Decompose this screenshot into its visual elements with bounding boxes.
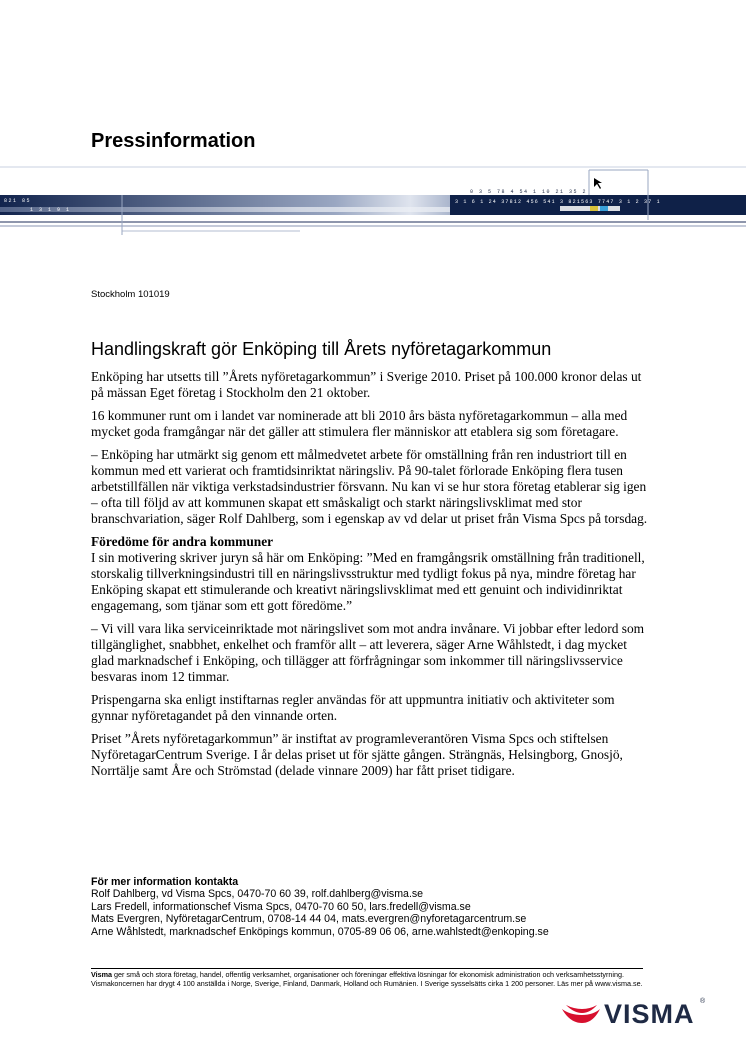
- paragraph-6: Prispengarna ska enligt instiftarnas regler användas för att uppmuntra initiativ och aktiviteter som gynnar nyföretagandet på den vinnande orten.: [91, 692, 615, 723]
- paragraph-5: – Vi vill vara lika serviceinriktade mot näringslivet som mot andra invånare. Vi jobbar efter ledord som tillgänglighet, snabbhet, enkelhet och framför allt – att leverera, säger Arne Wåhlstedt, i dag mycket glad marknadschef i Enköping, och tillägger att förfrågningar som inkommer till näringslivsservice besvaras inom 12 timmar.: [91, 621, 645, 684]
- page-title: Pressinformation: [91, 130, 256, 152]
- contact-line: Lars Fredell, informationschef Visma Spcs, 0470-70 60 50, lars.fredell@visma.se: [91, 900, 471, 913]
- logo-wordmark: VISMA: [604, 999, 695, 1029]
- banner-digits-mid: 3 1 6 1 24 37812 456 541 3 821563 7747 3 1 2 37 1: [455, 199, 661, 205]
- paragraph-7: Priset ”Årets nyföretagarkommun” är instiftat av programleverantören Visma Spcs och stiftelsen NyföretagarCentrum Sverige. I år delas priset ut för sjätte gången. Strängnäs, Helsingborg, Gnosjö, Norrtälje samt Åre och Strömstad (delade vinnare 2009) har fått priset tidigare.: [91, 731, 623, 778]
- banner-digits-left: 821 85: [4, 198, 32, 204]
- paragraph-1: Enköping har utsetts till ”Årets nyföretagarkommun” i Sverige 2010. Priset på 100.000 kronor delas ut på mässan Eget företag i Stockholm den 21 oktober.: [91, 369, 642, 400]
- header-banner: [0, 165, 746, 235]
- paragraph-4-text: I sin motivering skriver juryn så här om Enköping: ”Med en framgångsrik omställning från traditionell, storskalig tillverkningsindustri till en näringslivsstruktur med tydligt fokus på nya, mindre företag har Enköping skapat ett stimulerande och kreativt näringslivsklimat med ett genuint och individinriktat engagemang, som tjänar som ett gott föredöme.”: [91, 550, 645, 613]
- banner-digits-top: 0 3 5 78 4 54 1 10 21 35 2: [470, 189, 588, 195]
- footer-text: ger små och stora företag, handel, offentlig verksamhet, organisationer och föreningar effektiva lösningar för ekonomisk administration och verksamhetsstyrning. Vismakoncernen har drygt 4 100 anställda i Norge, Sverige, Finland, Danmark, Holland och Rumänien. I Sverige sysselsätts cirka 1 200 personer. Läs mer på www.visma.se.: [91, 970, 643, 989]
- headline: Handlingskraft gör Enköping till Årets nyföretagarkommun: [91, 339, 552, 359]
- contact-line: Rolf Dahlberg, vd Visma Spcs, 0470-70 60 39, rolf.dahlberg@visma.se: [91, 888, 424, 901]
- footer-brand: Visma: [91, 970, 113, 979]
- contact-heading: För mer information kontakta: [91, 876, 239, 888]
- logo-registered: ®: [700, 998, 706, 1005]
- banner-digits-left-low: 1 3 1 9 1: [30, 207, 71, 213]
- contact-block: [91, 876, 549, 938]
- paragraph-4: [91, 534, 651, 614]
- footer-divider: [91, 968, 643, 969]
- dateline: Stockholm 101019: [91, 289, 170, 300]
- paragraph-3: – Enköping har utmärkt sig genom ett målmedvetet arbete för omställning från ren industriort till en kommun med ett varierat och framtidsinriktat näringsliv. På 90-talet förlorade Enköping flera tusen arbetstillfällen när viktiga verkstadsindustrier försvann. Nu kan vi se hur stora företag etablerar sig igen – ofta till följd av att kommunen skapat ett småskaligt och starkt näringslivsklimat med stor branschvariation, säger Rolf Dahlberg, som i egenskap av vd delar ut priset från Visma Spcs på torsdag.: [91, 447, 648, 526]
- article-body: [91, 369, 651, 786]
- subheading: Föredöme för andra kommuner: [91, 534, 274, 549]
- footer-boilerplate: [91, 970, 651, 988]
- paragraph-2: 16 kommuner runt om i landet var nominerade att bli 2010 års bästa nyföretagarkommun – alla med mycket goda framgångar när det gäller att stimulera fler människor att etablera sig som företagare.: [91, 408, 628, 439]
- contact-line: Arne Wåhlstedt, marknadschef Enköpings kommun, 0705-89 06 06, arne.wahlstedt@enkoping.se: [91, 925, 549, 938]
- contact-line: Mats Evergren, NyföretagarCentrum, 0708-14 44 04, mats.evergren@nyforetagarcentrum.se: [91, 913, 527, 926]
- visma-logo: [560, 993, 710, 1029]
